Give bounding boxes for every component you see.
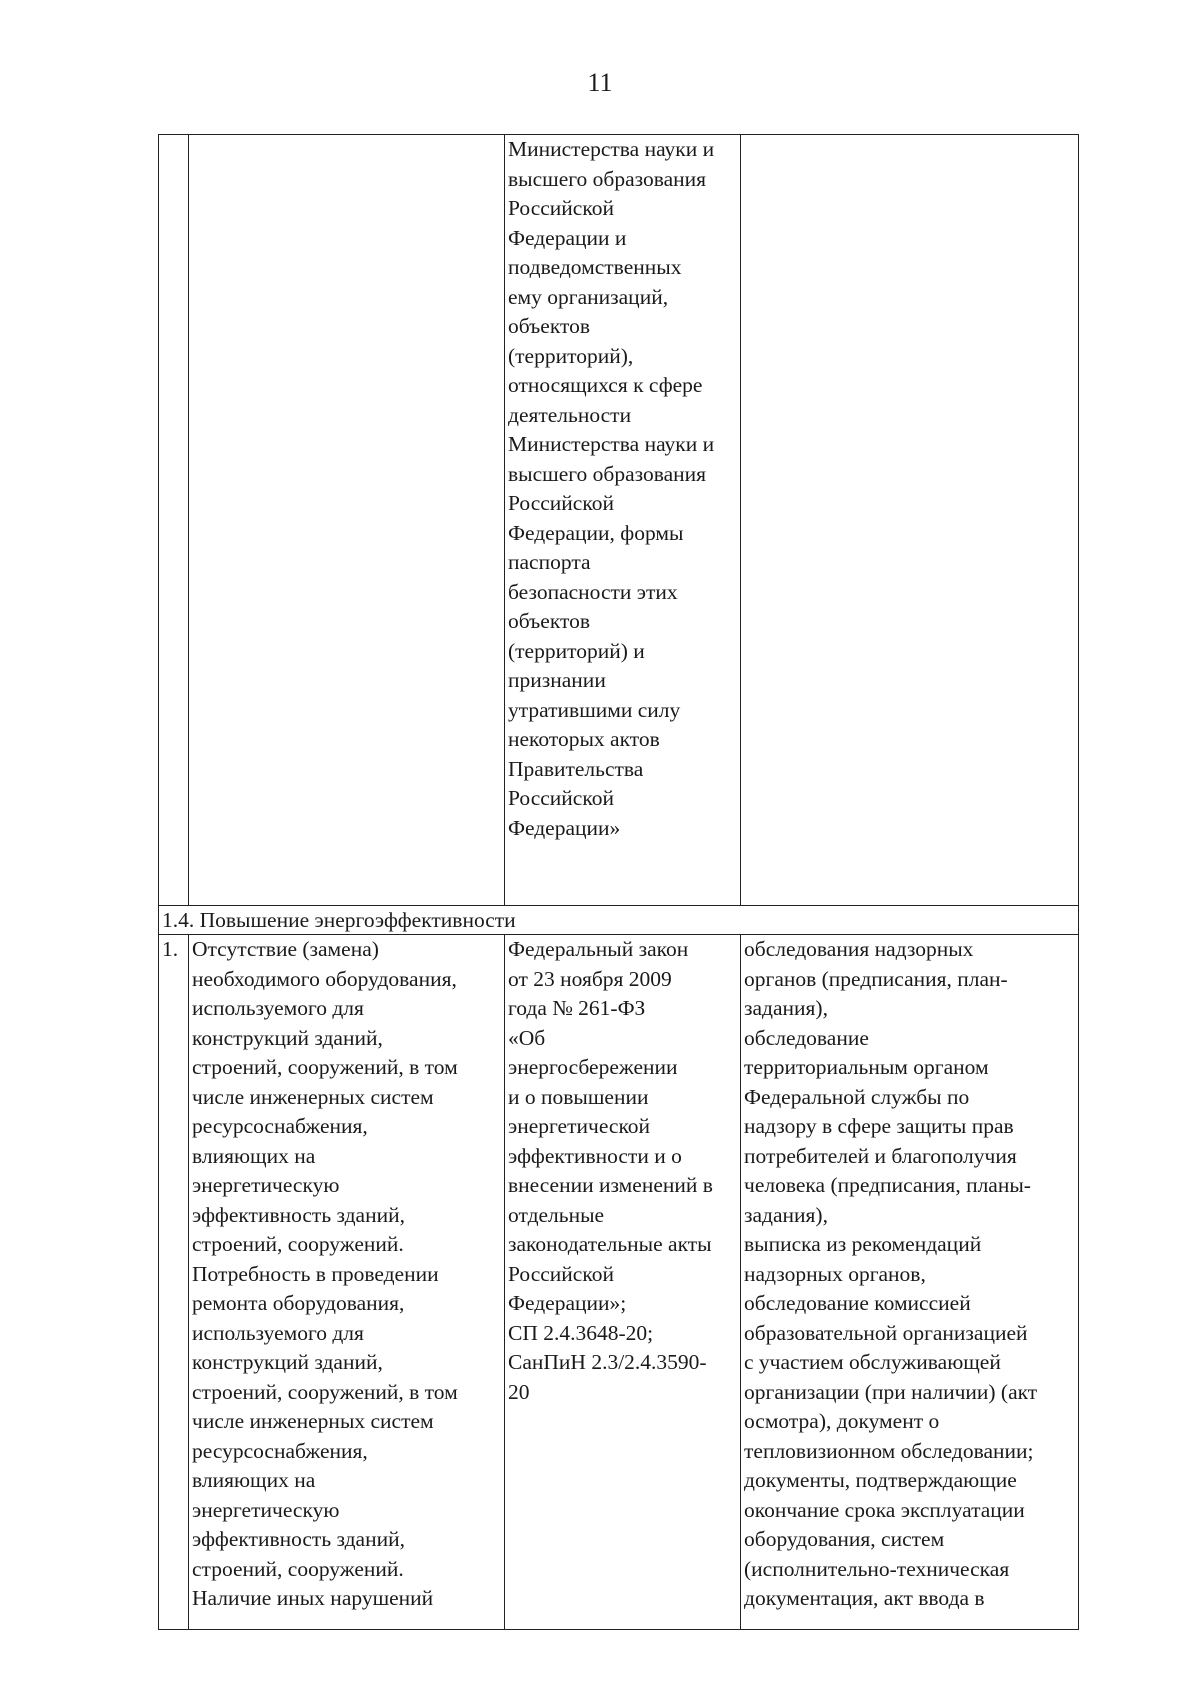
section-header-row [159,906,1079,935]
item-description-text: Отсутствие (замена) необходимого оборудования, используемого для конструкций зданий, строений, сооружений, в том числе инженерных систем ресурсоснабжения, влияющих на энергетическую эффективность зданий, строений, сооружений. Потребность в проведении ремонта оборудования, используемого для конструкций зданий, строений, сооружений, в том числе инженерных систем ресурсоснабжения, влияющих на энергетическую эффективность зданий, строений, сооружений. Наличие иных нарушений [192,937,458,1610]
item-evidence-cell [741,935,1079,1630]
item-number: 1. [159,935,189,1630]
continuation-document-cell [505,135,741,906]
page-number: 11 [587,68,613,97]
item-description-cell [189,935,505,1630]
table-row [159,935,1079,1630]
continuation-num-cell [159,135,189,906]
item-evidence-text: обследования надзорных органов (предписания, план- задания), обследование территориальным органом Федеральной службы по надзору в сфере защиты прав потребителей и благополучия человека (предписания, планы- задания), выписка из рекомендаций надзорных органов, обследование комиссией образовательной организацией с участием обслуживающей организации (при наличии) (акт осмотра), документ о тепловизионном обследовании; документы, подтверждающие окончание срока эксплуатации оборудования, систем (исполнительно-техническая документация, акт ввода в [744,937,1038,1610]
section-title: 1.4. Повышение энергоэффективности [159,906,1079,935]
requirements-table [158,134,1079,1630]
continuation-evidence-cell [741,135,1079,906]
item-document-cell [505,935,741,1630]
item-document-text: Федеральный закон от 23 ноября 2009 года № 261-ФЗ «Об энергосбережении и о повышении энергетической эффективности и о внесении изменений в отдельные законодательные акты Российской Федерации»; СП 2.4.3648-20; СанПиН 2.3/2.4.3590- 20 [508,937,713,1404]
continuation-document-text: Министерства науки и высшего образования Российской Федерации и подведомственных ему организаций, объектов (территорий), относящихся к сфере деятельности Министерства науки и высшего образования Российской Федерации, формы паспорта безопасности этих объектов (территорий) и признании утратившими силу некоторых актов Правительства Российской Федерации» [508,137,715,840]
continuation-row [159,135,1079,906]
continuation-description-cell [189,135,505,906]
